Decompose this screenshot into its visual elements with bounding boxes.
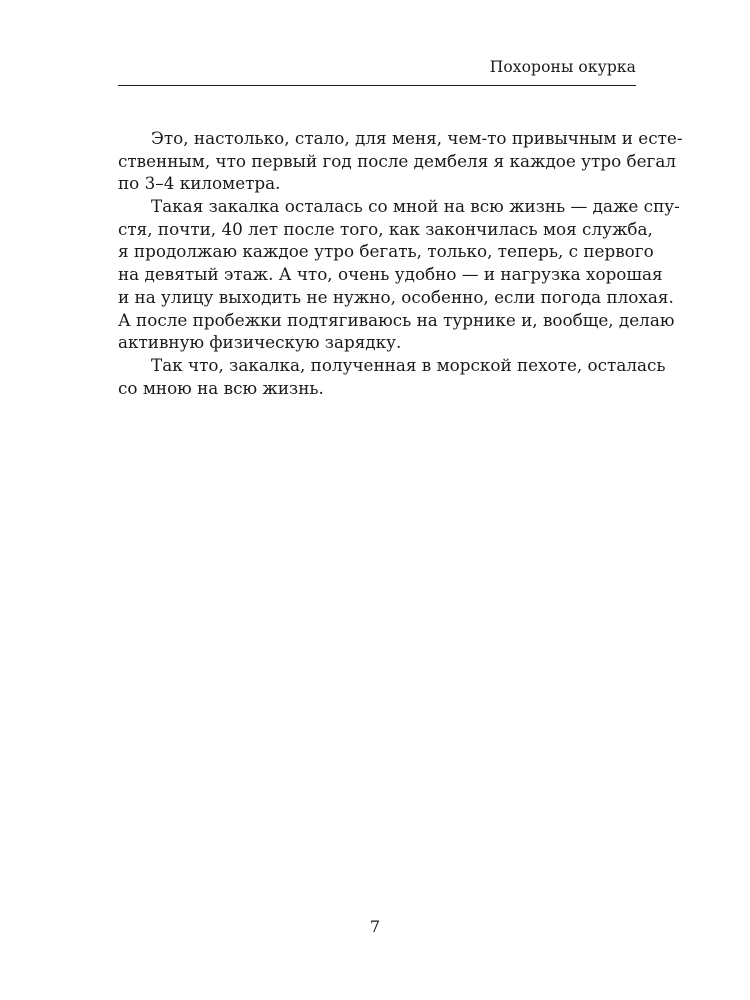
text-line: ственным, что первый год после дембеля я каждое утро бегал: [118, 150, 676, 171]
text-line: по 3–4 километра.: [118, 173, 281, 194]
text-line: стя, почти, 40 лет после того, как закончилась моя служба,: [118, 218, 653, 239]
page-number: 7: [369, 917, 381, 936]
text-line: на девятый этаж. А что, очень удобно — и нагрузка хорошая: [118, 264, 663, 285]
text-line: я продолжаю каждое утро бегать, только, теперь, с первого: [118, 241, 654, 262]
paragraph-2: [118, 195, 680, 354]
text-line: Это, настолько, стало, для меня, чем-то привычным и есте-: [151, 128, 683, 148]
paragraph-1: [118, 127, 683, 195]
text-line: Так что, закалка, полученная в морской пехоте, осталась: [151, 354, 666, 375]
text-line: Такая закалка осталась со мной на всю жизнь — даже спу-: [151, 196, 680, 217]
text-line: А после пробежки подтягиваюсь на турнике и, вообще, делаю: [118, 309, 675, 330]
running-head: Похороны окурка: [489, 58, 636, 76]
text-line: активную физическую зарядку.: [118, 332, 402, 353]
header-rule: [118, 85, 636, 86]
text-line: и на улицу выходить не нужно, особенно, если погода плохая.: [118, 286, 674, 307]
body-text: [118, 127, 683, 399]
text-line: со мною на всю жизнь.: [118, 377, 324, 398]
paragraph-3: [118, 354, 666, 399]
